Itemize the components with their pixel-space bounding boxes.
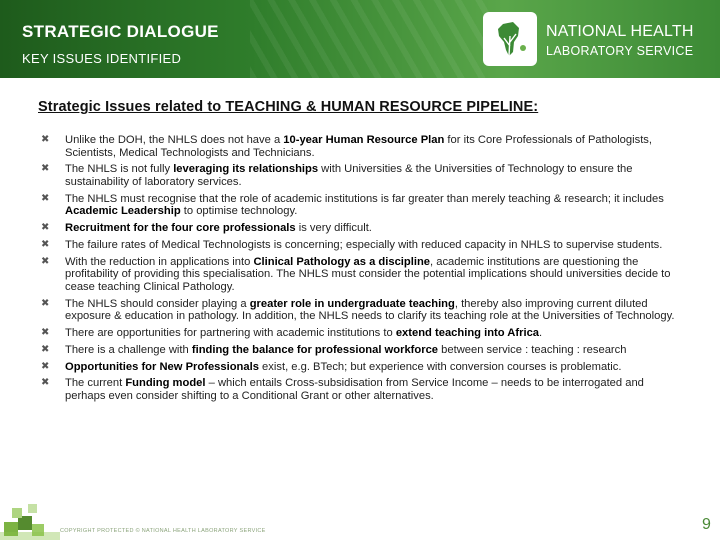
copyright-footer: COPYRIGHT PROTECTED © NATIONAL HEALTH LABORATORY SERVICE	[60, 528, 266, 534]
africa-leaf-icon	[483, 12, 537, 66]
list-item: ✖ The NHLS must recognise that the role of academic institutions is far greater than merely teaching & research; it includes Academic Leadership to optimise technology.	[41, 192, 664, 218]
bullet-x-icon: ✖	[41, 297, 50, 309]
issues-list	[40, 134, 680, 407]
list-item: ✖ The NHLS should consider playing a greater role in undergraduate teaching, thereby also improving current diluted exposure & education in pathology. In addition, the NHLS needs to clarify its teaching role at the Universities of Technology.	[41, 297, 675, 323]
bullet-x-icon: ✖	[41, 222, 50, 234]
list-item: ✖ The failure rates of Medical Technologists is concerning; especially with reduced capacity in NHLS to supervise students.	[41, 238, 663, 251]
page-number: 9	[702, 516, 711, 533]
list-item: ✖ Recruitment for the four core professionals is very difficult.	[41, 222, 372, 235]
list-item: ✖ The NHLS is not fully leveraging its relationships with Universities & the Universities of Technology to ensure the sustainability of laboratory services.	[41, 163, 633, 188]
list-item: ✖ The current Funding model – which entails Cross-subsidisation from Service Income – needs to be interrogated and perhaps even consider shifting to a Conditional Grant or other alternatives.	[41, 377, 644, 402]
bullet-x-icon: ✖	[41, 343, 50, 355]
list-item: ✖ Opportunities for New Professionals exist, e.g. BTech; but experience with conversion courses is problematic.	[41, 360, 622, 373]
org-name-line1: NATIONAL HEALTH	[546, 23, 694, 40]
list-item: ✖ There is a challenge with finding the balance for professional workforce between service : teaching : research	[41, 343, 627, 356]
page-subtitle: KEY ISSUES IDENTIFIED	[22, 51, 182, 66]
bullet-x-icon: ✖	[41, 192, 50, 204]
section-heading: Strategic Issues related to TEACHING & HUMAN RESOURCE PIPELINE:	[38, 99, 539, 115]
bullet-x-icon: ✖	[41, 360, 50, 372]
list-item: ✖ There are opportunities for partnering with academic institutions to extend teaching into Africa.	[41, 327, 543, 340]
header-banner	[0, 0, 720, 78]
bullet-x-icon: ✖	[41, 238, 50, 250]
org-name-line2: LABORATORY SERVICE	[546, 44, 694, 58]
bullet-x-icon: ✖	[41, 377, 50, 389]
bullet-x-icon: ✖	[41, 327, 50, 339]
list-item: ✖ Unlike the DOH, the NHLS does not have a 10-year Human Resource Plan for its Core Professionals of Pathologists, Scientists, Medical Technologists and Technicians.	[41, 134, 653, 159]
bullet-x-icon: ✖	[41, 255, 50, 267]
bullet-x-icon: ✖	[41, 163, 50, 175]
list-item: ✖ With the reduction in applications into Clinical Pathology as a discipline, academic institutions are questioning the profitability of providing this specialisation. The NHLS must consider the potential implications should universities decide to cease teaching Clinical Pathology.	[41, 255, 671, 293]
bullet-x-icon: ✖	[41, 134, 50, 145]
nhls-logo	[483, 12, 537, 66]
decorative-cubes	[0, 500, 60, 540]
page-title: STRATEGIC DIALOGUE	[22, 22, 219, 41]
